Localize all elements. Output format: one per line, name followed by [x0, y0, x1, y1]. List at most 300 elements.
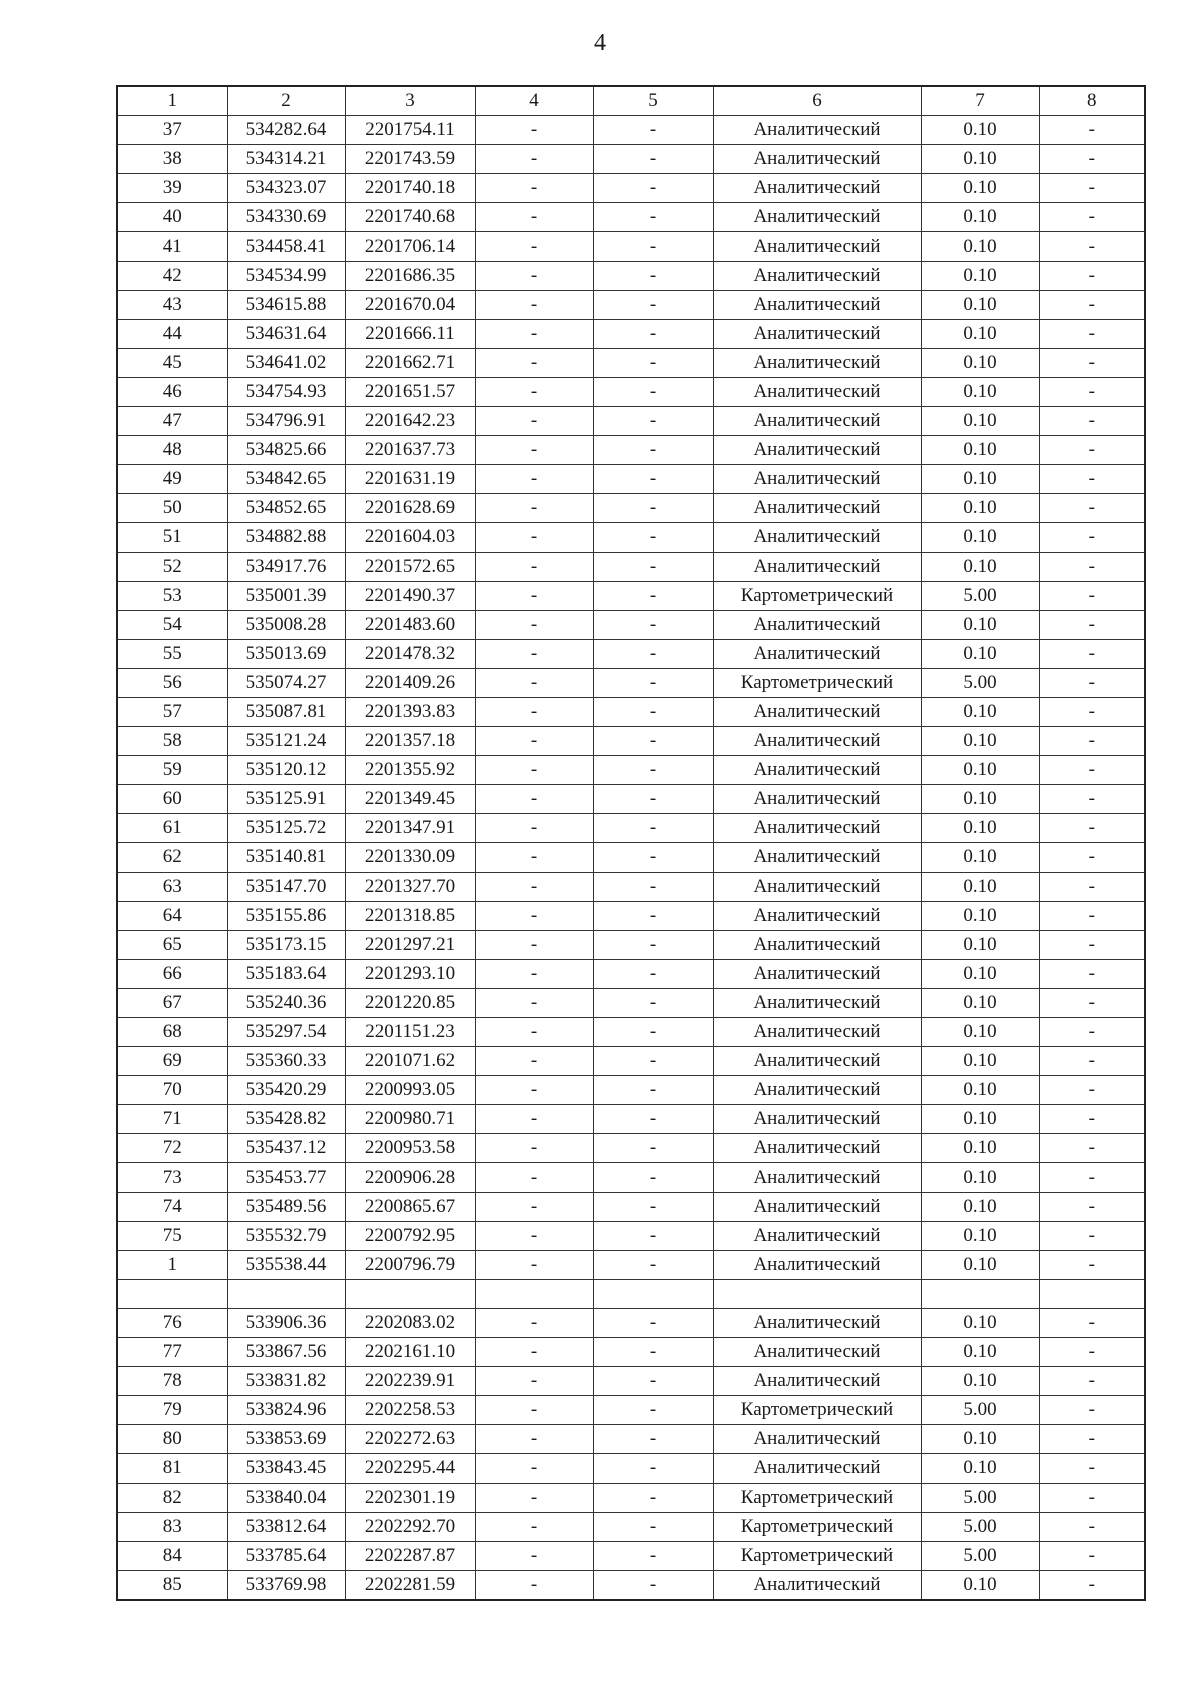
column-4-cell: - [475, 203, 593, 232]
column-4-cell: - [475, 1018, 593, 1047]
column-5-cell: - [593, 843, 713, 872]
x-coordinate-cell: 533785.64 [227, 1541, 345, 1570]
x-coordinate-cell: 535087.81 [227, 697, 345, 726]
point-number-cell: 47 [117, 407, 227, 436]
column-5-cell: - [593, 407, 713, 436]
y-coordinate-cell: 2200953.58 [345, 1134, 475, 1163]
table-row [117, 610, 1145, 639]
column-8-cell: - [1039, 988, 1145, 1017]
table-row [117, 261, 1145, 290]
point-number-cell: 67 [117, 988, 227, 1017]
y-coordinate-cell: 2201349.45 [345, 785, 475, 814]
column-4-cell: - [475, 1308, 593, 1337]
column-4-cell: - [475, 639, 593, 668]
column-5-cell: - [593, 1221, 713, 1250]
column-4-cell: - [475, 1483, 593, 1512]
method-cell: Аналитический [713, 407, 921, 436]
accuracy-cell: 0.10 [921, 785, 1039, 814]
method-cell: Аналитический [713, 930, 921, 959]
column-5-cell: - [593, 959, 713, 988]
y-coordinate-cell: 2201490.37 [345, 581, 475, 610]
column-8-cell: - [1039, 756, 1145, 785]
x-coordinate-cell: 533840.04 [227, 1483, 345, 1512]
column-4-cell: - [475, 116, 593, 145]
method-cell: Аналитический [713, 465, 921, 494]
column-8-cell: - [1039, 1454, 1145, 1483]
accuracy-cell: 0.10 [921, 930, 1039, 959]
y-coordinate-cell: 2201666.11 [345, 319, 475, 348]
column-4-cell: - [475, 465, 593, 494]
column-4-cell: - [475, 407, 593, 436]
column-4-cell: - [475, 552, 593, 581]
y-coordinate-cell: 2200792.95 [345, 1221, 475, 1250]
column-5-cell: - [593, 319, 713, 348]
column-5-cell: - [593, 436, 713, 465]
column-4-cell: - [475, 290, 593, 319]
accuracy-cell: 0.10 [921, 319, 1039, 348]
column-5-cell: - [593, 261, 713, 290]
point-number-cell: 81 [117, 1454, 227, 1483]
column-4-cell: - [475, 523, 593, 552]
method-cell: Картометрический [713, 668, 921, 697]
x-coordinate-cell: 535001.39 [227, 581, 345, 610]
column-8-cell: - [1039, 319, 1145, 348]
column-8-cell: - [1039, 377, 1145, 406]
point-number-cell: 59 [117, 756, 227, 785]
column-5-cell: - [593, 1163, 713, 1192]
table-row [117, 814, 1145, 843]
table-row [117, 872, 1145, 901]
column-8-cell: - [1039, 930, 1145, 959]
table-row [117, 319, 1145, 348]
column-5-cell: - [593, 668, 713, 697]
x-coordinate-cell: 533812.64 [227, 1512, 345, 1541]
column-8-cell: - [1039, 639, 1145, 668]
point-number-cell: 63 [117, 872, 227, 901]
column-4-cell: - [475, 843, 593, 872]
method-cell: Аналитический [713, 1134, 921, 1163]
y-coordinate-cell: 2202292.70 [345, 1512, 475, 1541]
accuracy-cell: 5.00 [921, 1541, 1039, 1570]
method-cell: Аналитический [713, 1192, 921, 1221]
method-cell: Аналитический [713, 901, 921, 930]
column-5-cell: - [593, 1250, 713, 1279]
table-row [117, 1221, 1145, 1250]
point-number-cell: 61 [117, 814, 227, 843]
method-cell: Аналитический [713, 1163, 921, 1192]
method-cell: Картометрический [713, 1396, 921, 1425]
method-cell: Аналитический [713, 610, 921, 639]
x-coordinate-cell: 535155.86 [227, 901, 345, 930]
y-coordinate-cell: 2202083.02 [345, 1308, 475, 1337]
column-5-cell: - [593, 610, 713, 639]
table-row [117, 1163, 1145, 1192]
y-coordinate-cell: 2201297.21 [345, 930, 475, 959]
column-5-cell: - [593, 290, 713, 319]
method-cell: Аналитический [713, 145, 921, 174]
column-8-cell: - [1039, 1425, 1145, 1454]
column-5-cell: - [593, 1483, 713, 1512]
column-8-cell: - [1039, 145, 1145, 174]
point-number-cell: 40 [117, 203, 227, 232]
method-cell: Аналитический [713, 1250, 921, 1279]
table-row [117, 1454, 1145, 1483]
accuracy-cell: 0.10 [921, 1454, 1039, 1483]
column-5-cell: - [593, 1105, 713, 1134]
point-number-cell: 48 [117, 436, 227, 465]
column-8-cell: - [1039, 232, 1145, 261]
point-number-cell [117, 1279, 227, 1308]
x-coordinate-cell: 535453.77 [227, 1163, 345, 1192]
table-row [117, 1105, 1145, 1134]
x-coordinate-cell: 534282.64 [227, 116, 345, 145]
column-5-cell: - [593, 1192, 713, 1221]
point-number-cell: 62 [117, 843, 227, 872]
column-8-cell: - [1039, 610, 1145, 639]
y-coordinate-cell: 2202295.44 [345, 1454, 475, 1483]
y-coordinate-cell: 2201357.18 [345, 727, 475, 756]
column-8-cell: - [1039, 348, 1145, 377]
x-coordinate-cell: 533824.96 [227, 1396, 345, 1425]
table-row [117, 1134, 1145, 1163]
accuracy-cell: 0.10 [921, 1105, 1039, 1134]
x-coordinate-cell: 534882.88 [227, 523, 345, 552]
column-4-cell: - [475, 581, 593, 610]
y-coordinate-cell: 2201355.92 [345, 756, 475, 785]
accuracy-cell: 5.00 [921, 668, 1039, 697]
column-4-cell: - [475, 814, 593, 843]
method-cell: Аналитический [713, 377, 921, 406]
x-coordinate-cell: 535538.44 [227, 1250, 345, 1279]
column-5-cell: - [593, 1396, 713, 1425]
x-coordinate-cell: 535360.33 [227, 1047, 345, 1076]
x-coordinate-cell: 534314.21 [227, 145, 345, 174]
x-coordinate-cell: 533843.45 [227, 1454, 345, 1483]
y-coordinate-cell: 2201572.65 [345, 552, 475, 581]
method-cell: Аналитический [713, 872, 921, 901]
point-number-cell: 49 [117, 465, 227, 494]
column-4-cell: - [475, 145, 593, 174]
x-coordinate-cell: 534330.69 [227, 203, 345, 232]
column-4-cell: - [475, 319, 593, 348]
y-coordinate-cell [345, 1279, 475, 1308]
table-row [117, 145, 1145, 174]
y-coordinate-cell: 2201409.26 [345, 668, 475, 697]
y-coordinate-cell: 2201662.71 [345, 348, 475, 377]
point-number-cell: 1 [117, 1250, 227, 1279]
column-8-cell: - [1039, 1192, 1145, 1221]
y-coordinate-cell: 2202272.63 [345, 1425, 475, 1454]
accuracy-cell: 0.10 [921, 203, 1039, 232]
column-8-cell: - [1039, 436, 1145, 465]
y-coordinate-cell: 2201642.23 [345, 407, 475, 436]
column-5-cell: - [593, 1541, 713, 1570]
column-8-cell: - [1039, 581, 1145, 610]
accuracy-cell: 0.10 [921, 494, 1039, 523]
accuracy-cell: 0.10 [921, 1425, 1039, 1454]
table-row [117, 901, 1145, 930]
x-coordinate-cell: 535074.27 [227, 668, 345, 697]
x-coordinate-cell: 535121.24 [227, 727, 345, 756]
accuracy-cell: 0.10 [921, 116, 1039, 145]
table-row [117, 1483, 1145, 1512]
accuracy-cell: 0.10 [921, 348, 1039, 377]
point-number-cell: 44 [117, 319, 227, 348]
point-number-cell: 55 [117, 639, 227, 668]
method-cell: Аналитический [713, 1221, 921, 1250]
y-coordinate-cell: 2201293.10 [345, 959, 475, 988]
point-number-cell: 56 [117, 668, 227, 697]
method-cell: Аналитический [713, 1454, 921, 1483]
column-5-cell: - [593, 523, 713, 552]
method-cell [713, 1279, 921, 1308]
column-5-cell: - [593, 145, 713, 174]
point-number-cell: 74 [117, 1192, 227, 1221]
y-coordinate-cell: 2202281.59 [345, 1570, 475, 1600]
table-row [117, 581, 1145, 610]
table-row [117, 407, 1145, 436]
y-coordinate-cell: 2201754.11 [345, 116, 475, 145]
y-coordinate-cell: 2200865.67 [345, 1192, 475, 1221]
column-8-cell: - [1039, 668, 1145, 697]
column-5-cell: - [593, 1570, 713, 1600]
column-5-cell: - [593, 697, 713, 726]
header-row [117, 86, 1145, 116]
column-5-cell: - [593, 116, 713, 145]
column-8-cell: - [1039, 523, 1145, 552]
column-header-2: 2 [227, 86, 345, 116]
method-cell: Картометрический [713, 1541, 921, 1570]
column-5-cell: - [593, 348, 713, 377]
method-cell: Аналитический [713, 988, 921, 1017]
point-number-cell: 50 [117, 494, 227, 523]
x-coordinate-cell: 534917.76 [227, 552, 345, 581]
table-row [117, 1076, 1145, 1105]
table-row [117, 959, 1145, 988]
column-8-cell: - [1039, 290, 1145, 319]
y-coordinate-cell: 2201151.23 [345, 1018, 475, 1047]
x-coordinate-cell: 534852.65 [227, 494, 345, 523]
point-number-cell: 53 [117, 581, 227, 610]
table-row [117, 1541, 1145, 1570]
accuracy-cell: 0.10 [921, 697, 1039, 726]
column-5-cell: - [593, 232, 713, 261]
point-number-cell: 77 [117, 1338, 227, 1367]
point-number-cell: 71 [117, 1105, 227, 1134]
accuracy-cell: 5.00 [921, 581, 1039, 610]
point-number-cell: 60 [117, 785, 227, 814]
column-5-cell: - [593, 727, 713, 756]
method-cell: Аналитический [713, 1338, 921, 1367]
column-header-8: 8 [1039, 86, 1145, 116]
table-row [117, 668, 1145, 697]
method-cell: Аналитический [713, 290, 921, 319]
point-number-cell: 78 [117, 1367, 227, 1396]
x-coordinate-cell: 535013.69 [227, 639, 345, 668]
accuracy-cell: 0.10 [921, 843, 1039, 872]
y-coordinate-cell: 2201330.09 [345, 843, 475, 872]
accuracy-cell: 0.10 [921, 639, 1039, 668]
x-coordinate-cell: 534825.66 [227, 436, 345, 465]
accuracy-cell: 0.10 [921, 1570, 1039, 1600]
point-number-cell: 39 [117, 174, 227, 203]
accuracy-cell: 0.10 [921, 407, 1039, 436]
method-cell: Аналитический [713, 1570, 921, 1600]
column-5-cell: - [593, 1367, 713, 1396]
accuracy-cell: 0.10 [921, 814, 1039, 843]
x-coordinate-cell: 535140.81 [227, 843, 345, 872]
point-number-cell: 66 [117, 959, 227, 988]
column-8-cell: - [1039, 727, 1145, 756]
column-8-cell: - [1039, 1308, 1145, 1337]
column-4-cell: - [475, 930, 593, 959]
x-coordinate-cell: 535008.28 [227, 610, 345, 639]
column-5-cell: - [593, 1454, 713, 1483]
accuracy-cell: 0.10 [921, 872, 1039, 901]
y-coordinate-cell: 2202161.10 [345, 1338, 475, 1367]
y-coordinate-cell: 2201686.35 [345, 261, 475, 290]
table-row [117, 348, 1145, 377]
column-8-cell: - [1039, 465, 1145, 494]
column-4-cell: - [475, 1250, 593, 1279]
column-4-cell: - [475, 1192, 593, 1221]
point-number-cell: 79 [117, 1396, 227, 1425]
method-cell: Аналитический [713, 319, 921, 348]
column-5-cell: - [593, 465, 713, 494]
method-cell: Аналитический [713, 1076, 921, 1105]
column-8-cell: - [1039, 1163, 1145, 1192]
accuracy-cell: 0.10 [921, 610, 1039, 639]
column-8-cell: - [1039, 697, 1145, 726]
column-4-cell: - [475, 1338, 593, 1367]
column-5-cell: - [593, 174, 713, 203]
column-5-cell: - [593, 1512, 713, 1541]
column-5-cell: - [593, 1134, 713, 1163]
accuracy-cell: 0.10 [921, 377, 1039, 406]
table-row [117, 1396, 1145, 1425]
column-5-cell: - [593, 1018, 713, 1047]
column-5-cell: - [593, 1076, 713, 1105]
column-4-cell: - [475, 1541, 593, 1570]
column-4-cell: - [475, 1047, 593, 1076]
column-4-cell: - [475, 232, 593, 261]
accuracy-cell: 0.10 [921, 1134, 1039, 1163]
column-8-cell: - [1039, 116, 1145, 145]
column-4-cell: - [475, 377, 593, 406]
table-row [117, 843, 1145, 872]
x-coordinate-cell: 535240.36 [227, 988, 345, 1017]
table-row [117, 1338, 1145, 1367]
x-coordinate-cell: 533831.82 [227, 1367, 345, 1396]
point-number-cell: 68 [117, 1018, 227, 1047]
point-number-cell: 45 [117, 348, 227, 377]
table-row [117, 203, 1145, 232]
x-coordinate-cell: 534534.99 [227, 261, 345, 290]
method-cell: Аналитический [713, 697, 921, 726]
accuracy-cell: 0.10 [921, 959, 1039, 988]
x-coordinate-cell: 535183.64 [227, 959, 345, 988]
accuracy-cell: 0.10 [921, 1338, 1039, 1367]
column-5-cell: - [593, 1425, 713, 1454]
method-cell: Аналитический [713, 727, 921, 756]
accuracy-cell: 0.10 [921, 290, 1039, 319]
column-8-cell: - [1039, 407, 1145, 436]
method-cell: Аналитический [713, 1367, 921, 1396]
y-coordinate-cell: 2201604.03 [345, 523, 475, 552]
y-coordinate-cell: 2200796.79 [345, 1250, 475, 1279]
page-number: 4 [594, 30, 606, 56]
column-4-cell: - [475, 959, 593, 988]
point-number-cell: 84 [117, 1541, 227, 1570]
y-coordinate-cell: 2201637.73 [345, 436, 475, 465]
accuracy-cell: 0.10 [921, 465, 1039, 494]
accuracy-cell: 5.00 [921, 1483, 1039, 1512]
method-cell: Картометрический [713, 581, 921, 610]
column-8-cell [1039, 1279, 1145, 1308]
x-coordinate-cell: 535125.72 [227, 814, 345, 843]
table-row [117, 436, 1145, 465]
column-4-cell: - [475, 901, 593, 930]
point-number-cell: 64 [117, 901, 227, 930]
column-8-cell: - [1039, 1541, 1145, 1570]
column-4-cell: - [475, 756, 593, 785]
x-coordinate-cell: 534323.07 [227, 174, 345, 203]
table-body [117, 116, 1145, 1600]
method-cell: Картометрический [713, 1512, 921, 1541]
point-number-cell: 38 [117, 145, 227, 174]
x-coordinate-cell: 533867.56 [227, 1338, 345, 1367]
column-8-cell: - [1039, 814, 1145, 843]
method-cell: Аналитический [713, 232, 921, 261]
table-row [117, 1250, 1145, 1279]
column-4-cell: - [475, 785, 593, 814]
method-cell: Аналитический [713, 1308, 921, 1337]
table-row [117, 232, 1145, 261]
y-coordinate-cell: 2201393.83 [345, 697, 475, 726]
point-number-cell: 70 [117, 1076, 227, 1105]
column-5-cell: - [593, 581, 713, 610]
column-4-cell: - [475, 1134, 593, 1163]
method-cell: Аналитический [713, 203, 921, 232]
point-number-cell: 73 [117, 1163, 227, 1192]
accuracy-cell: 0.10 [921, 174, 1039, 203]
accuracy-cell: 0.10 [921, 1221, 1039, 1250]
accuracy-cell: 0.10 [921, 1018, 1039, 1047]
point-number-cell: 52 [117, 552, 227, 581]
x-coordinate-cell: 534754.93 [227, 377, 345, 406]
x-coordinate-cell: 533853.69 [227, 1425, 345, 1454]
method-cell: Аналитический [713, 1105, 921, 1134]
column-5-cell [593, 1279, 713, 1308]
y-coordinate-cell: 2201740.68 [345, 203, 475, 232]
point-number-cell: 76 [117, 1308, 227, 1337]
table-row [117, 639, 1145, 668]
point-number-cell: 82 [117, 1483, 227, 1512]
y-coordinate-cell: 2201071.62 [345, 1047, 475, 1076]
point-number-cell: 65 [117, 930, 227, 959]
column-8-cell: - [1039, 261, 1145, 290]
y-coordinate-cell: 2201327.70 [345, 872, 475, 901]
column-4-cell: - [475, 261, 593, 290]
point-number-cell: 46 [117, 377, 227, 406]
column-8-cell: - [1039, 1250, 1145, 1279]
table-row [117, 552, 1145, 581]
table-row [117, 494, 1145, 523]
point-number-cell: 51 [117, 523, 227, 552]
column-4-cell: - [475, 1367, 593, 1396]
column-5-cell: - [593, 988, 713, 1017]
column-5-cell: - [593, 494, 713, 523]
